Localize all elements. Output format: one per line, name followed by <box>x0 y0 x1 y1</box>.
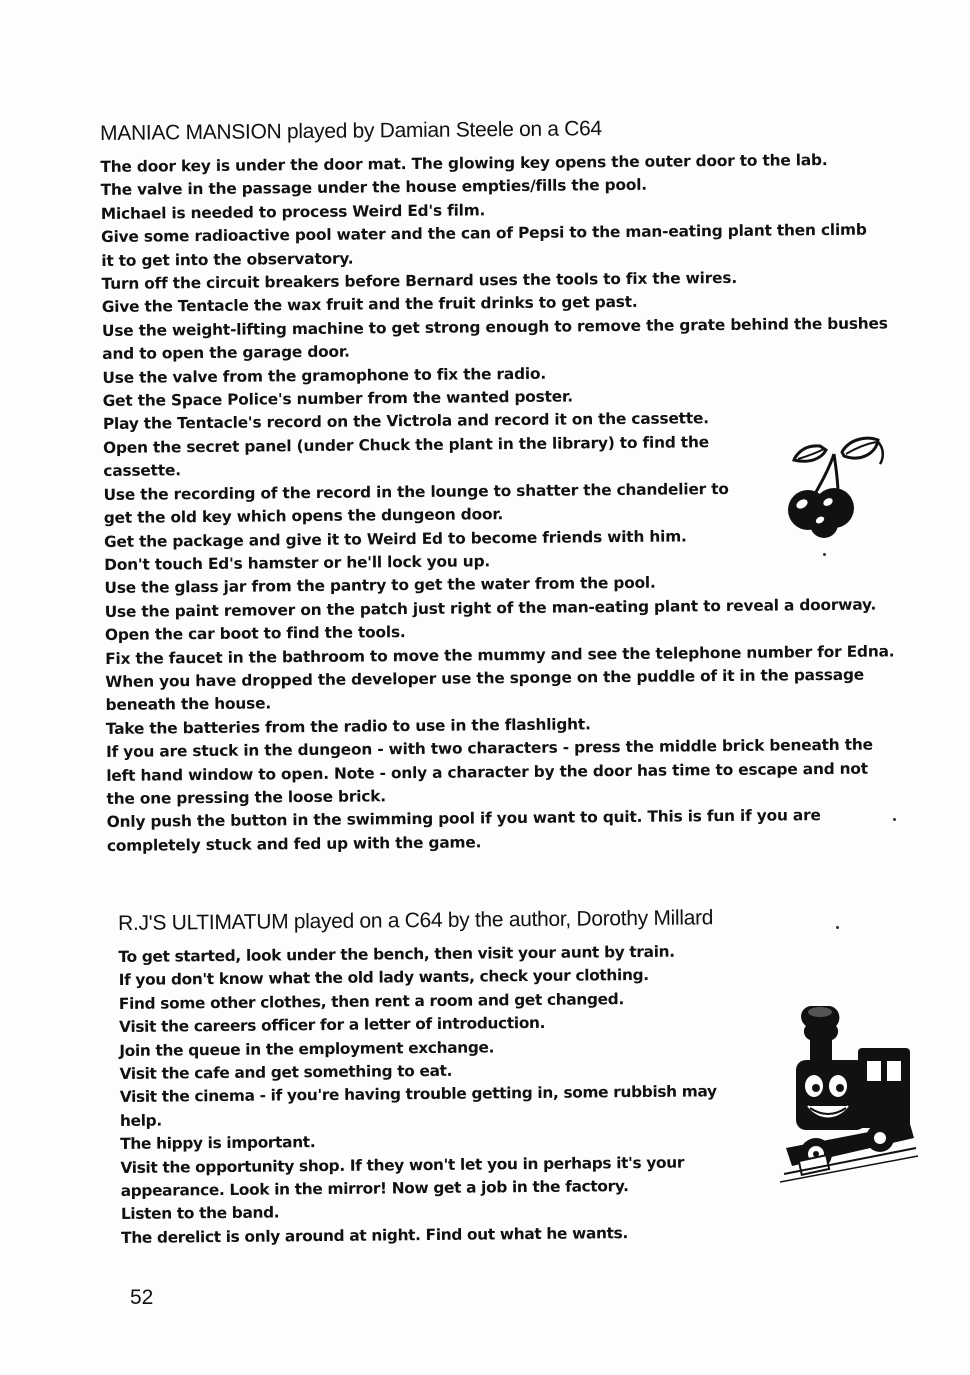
hint-line: completely stuck and fed up with the game. <box>106 833 482 855</box>
hint-line: Get the Space Police's number from the wanted poster. <box>102 387 573 411</box>
hint-line: cassette. <box>103 461 181 481</box>
hint-line: To get started, look under the bench, then visit your aunt by train. <box>118 942 675 966</box>
print-speck <box>836 926 839 929</box>
hint-line: When you have dropped the developer use the sponge on the puddle of it in the passage <box>105 665 865 691</box>
hint-line: and to open the garage door. <box>102 342 350 364</box>
hint-line: Join the queue in the employment exchange. <box>119 1038 495 1060</box>
hint-line: If you don't know what the old lady wants, check your clothing. <box>118 966 649 990</box>
hint-line: Open the secret panel (under Chuck the plant in the library) to find the <box>103 433 709 457</box>
hint-line: Use the recording of the record in the lounge to shatter the chandelier to <box>103 479 729 504</box>
hint-line: appearance. Look in the mirror! Now get a job in the factory. <box>120 1177 629 1201</box>
hint-line: Only push the button in the swimming pool if you want to quit. This is fun if you are <box>106 806 821 832</box>
hint-line: Play the Tentacle's record on the Victrola and record it on the cassette. <box>102 409 709 434</box>
print-speck <box>893 818 896 821</box>
hint-line: get the old key which opens the dungeon door. <box>103 505 504 528</box>
hint-line: Michael is needed to process Weird Ed's film. <box>100 201 486 223</box>
hint-line: If you are stuck in the dungeon - with two characters - press the middle brick beneath the <box>105 735 873 762</box>
hint-line: Give the Tentacle the wax fruit and the fruit drinks to get past. <box>101 293 638 317</box>
hint-line: Fix the faucet in the bathroom to move the mummy and see the telephone number for Edna. <box>105 641 895 668</box>
hint-line: Listen to the band. <box>120 1203 280 1224</box>
hint-line: the one pressing the loose brick. <box>106 787 386 808</box>
section-heading: R.J'S ULTIMATUM played on a C64 by the author, Dorothy Millard <box>118 906 714 935</box>
hint-line: Don't touch Ed's hamster or he'll lock you up. <box>104 552 491 574</box>
hint-line: Take the batteries from the radio to use in the flashlight. <box>105 715 591 738</box>
hint-line: it to get into the observatory. <box>101 249 354 270</box>
hint-line: Visit the careers officer for a letter of introduction. <box>119 1014 546 1037</box>
hint-line: Give some radioactive pool water and the can of Pepsi to the man-eating plant then climb <box>101 220 867 247</box>
hint-line: Visit the cinema - if you're having trouble getting in, some rubbish may <box>119 1082 717 1107</box>
hint-line: help. <box>119 1111 162 1130</box>
section-heading: MANIAC MANSION played by Damian Steele on a C64 <box>100 117 602 145</box>
print-speck <box>823 553 826 556</box>
hint-lines <box>118 939 821 1250</box>
hint-line: The hippy is important. <box>120 1133 316 1154</box>
hint-line: Turn off the circuit breakers before Bernard uses the tools to fix the wires. <box>101 268 738 294</box>
cartoon-train-icon <box>780 998 920 1188</box>
hint-line: Use the glass jar from the pantry to get the water from the pool. <box>104 574 656 598</box>
hint-line: Visit the cafe and get something to eat. <box>119 1061 453 1084</box>
hint-line: The valve in the passage under the house empties/fills the pool. <box>100 176 647 200</box>
hint-line: left hand window to open. Note - only a character by the door has time to escape and not <box>106 759 868 785</box>
hint-line: The derelict is only around at night. Find out what he wants. <box>121 1223 628 1247</box>
hint-line: Open the car boot to find the tools. <box>104 623 406 645</box>
hint-line: Visit the opportunity shop. If they won't let you in perhaps it's your <box>120 1153 685 1177</box>
page-number: 52 <box>130 1286 154 1309</box>
hint-line: Find some other clothes, then rent a room and get changed. <box>118 989 624 1013</box>
hint-line: Get the package and give it to Weird Ed to become friends with him. <box>103 526 687 551</box>
cherries-icon <box>780 432 890 542</box>
hint-line: Use the valve from the gramophone to fix the radio. <box>102 364 547 387</box>
rjs-ultimatum-section <box>118 905 821 1250</box>
hint-line: Use the paint remover on the patch just right of the man-eating plant to reveal a doorway. <box>104 595 877 621</box>
hint-line: Use the weight-lifting machine to get strong enough to remove the grate behind the bushes <box>101 314 888 340</box>
hint-line: The door key is under the door mat. The glowing key opens the outer door to the lab. <box>100 151 828 176</box>
hint-line: beneath the house. <box>105 694 272 715</box>
